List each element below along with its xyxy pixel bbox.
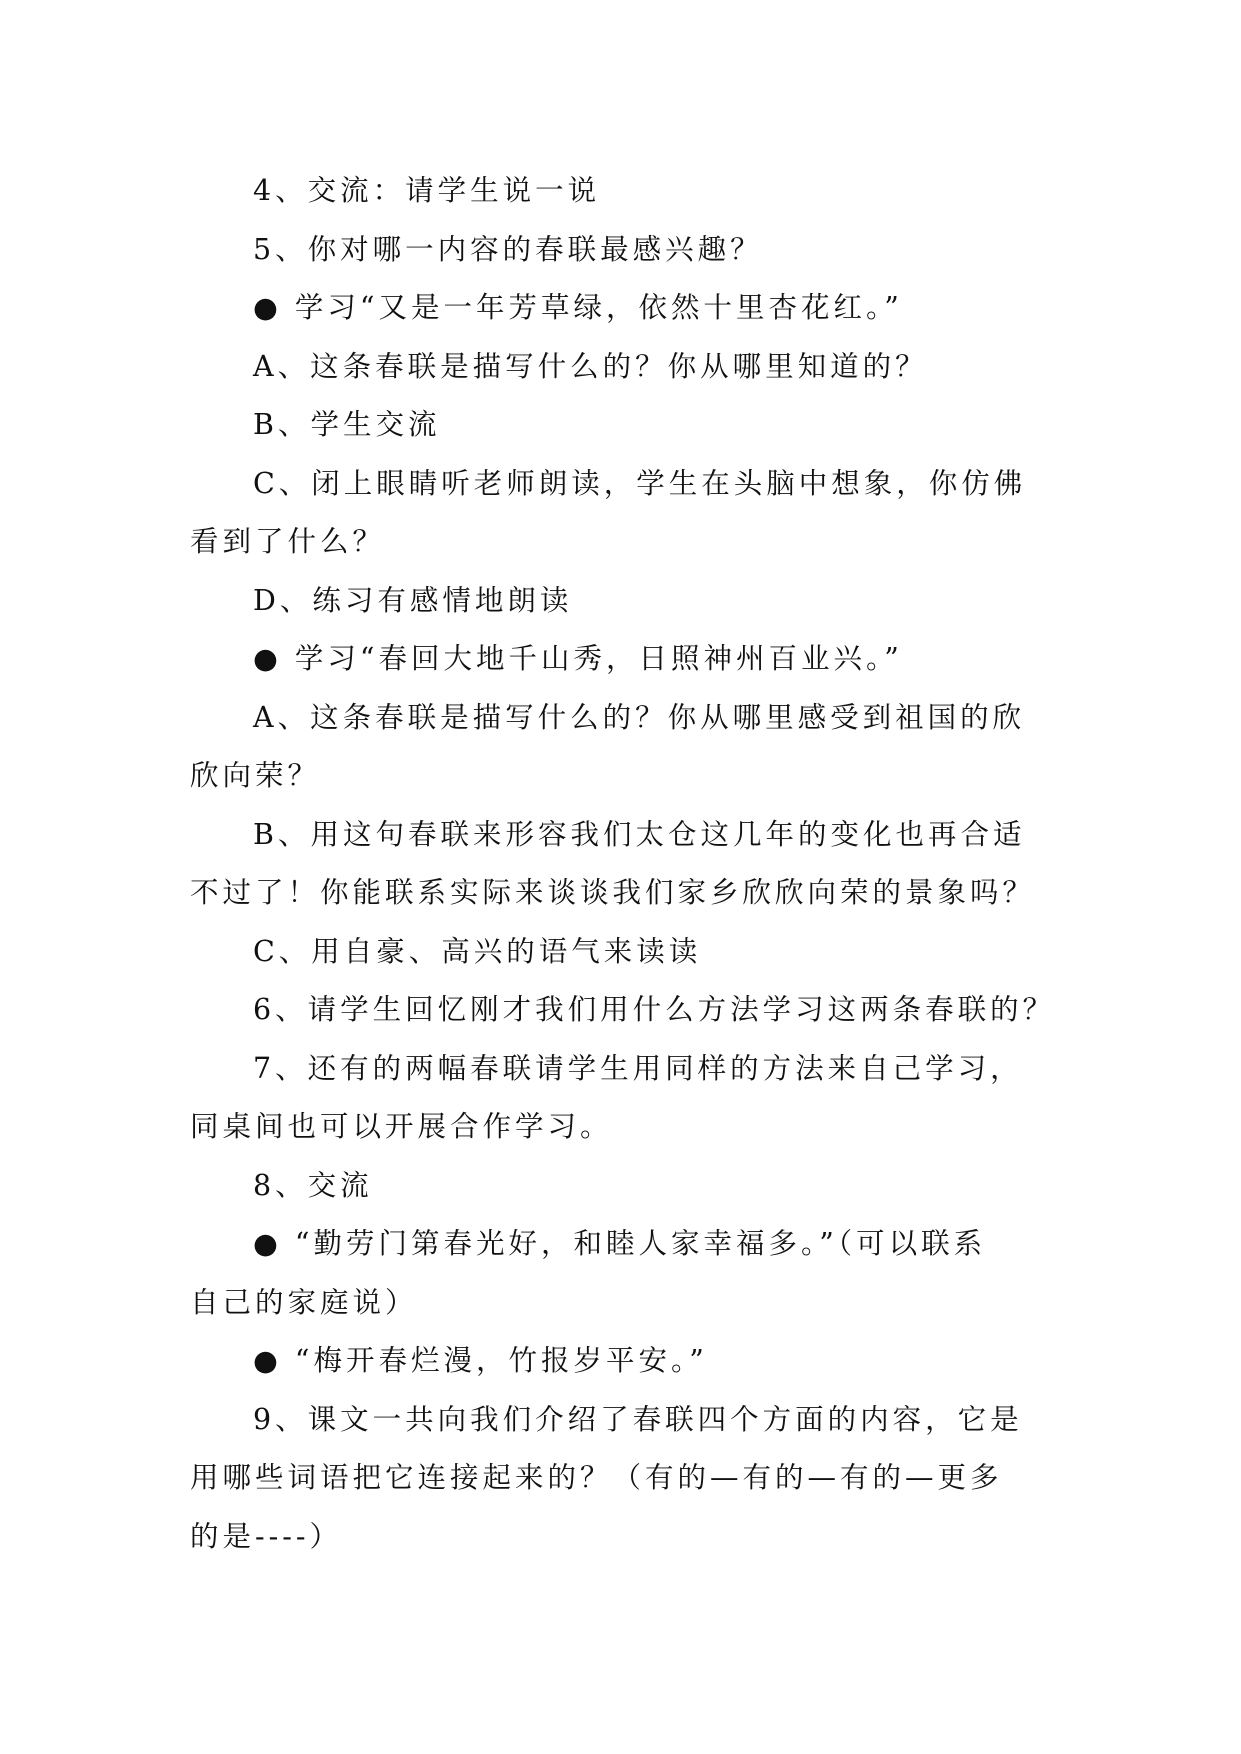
- text-line: A、这条春联是描写什么的？你从哪里知道的？: [253, 349, 928, 383]
- text-line: ● “梅开春烂漫，竹报岁平安。”: [253, 1344, 708, 1377]
- text-line: C、闭上眼睛听老师朗读，学生在头脑中想象，你仿佛: [253, 466, 1027, 500]
- text-line: ● 学习“又是一年芳草绿，依然十里杏花红。”: [253, 291, 903, 324]
- text-line: 看到了什么？: [190, 525, 386, 558]
- text-line: 自己的家庭说）: [190, 1285, 418, 1319]
- text-line: 8、交流: [253, 1168, 373, 1202]
- text-line: 5、你对哪一内容的春联最感兴趣？: [253, 232, 763, 266]
- document-body: [190, 162, 1070, 1566]
- text-line: 7、还有的两幅春联请学生用同样的方法来自己学习，: [253, 1051, 1023, 1085]
- text-line: 同桌间也可以开展合作学习。: [190, 1110, 613, 1143]
- text-line: B、用这句春联来形容我们太仓这几年的变化也再合适: [253, 817, 1026, 851]
- text-line: 欣向荣？: [190, 759, 321, 792]
- text-line: 用哪些词语把它连接起来的？（有的—有的—有的—更多: [190, 1461, 1003, 1494]
- text-line: 的是----）: [190, 1519, 343, 1553]
- text-line: B、学生交流: [253, 408, 441, 441]
- text-line: 9、课文一共向我们介绍了春联四个方面的内容，它是: [253, 1402, 1023, 1436]
- text-line: D、练习有感情地朗读: [253, 583, 573, 617]
- text-line: ● “勤劳门第春光好，和睦人家幸福多。”（可以联系: [253, 1227, 987, 1260]
- text-line: ● 学习“春回大地千山秀，日照神州百业兴。”: [253, 642, 903, 675]
- text-line: 6、请学生回忆刚才我们用什么方法学习这两条春联的？: [253, 993, 1056, 1026]
- text-line: C、用自豪、高兴的语气来读读: [253, 934, 702, 968]
- text-line: A、这条春联是描写什么的？你从哪里感受到祖国的欣: [253, 700, 1026, 734]
- text-line: 4、交流：请学生说一说: [253, 174, 601, 207]
- text-line: 不过了！你能联系实际来谈谈我们家乡欣欣向荣的景象吗？: [190, 876, 1036, 909]
